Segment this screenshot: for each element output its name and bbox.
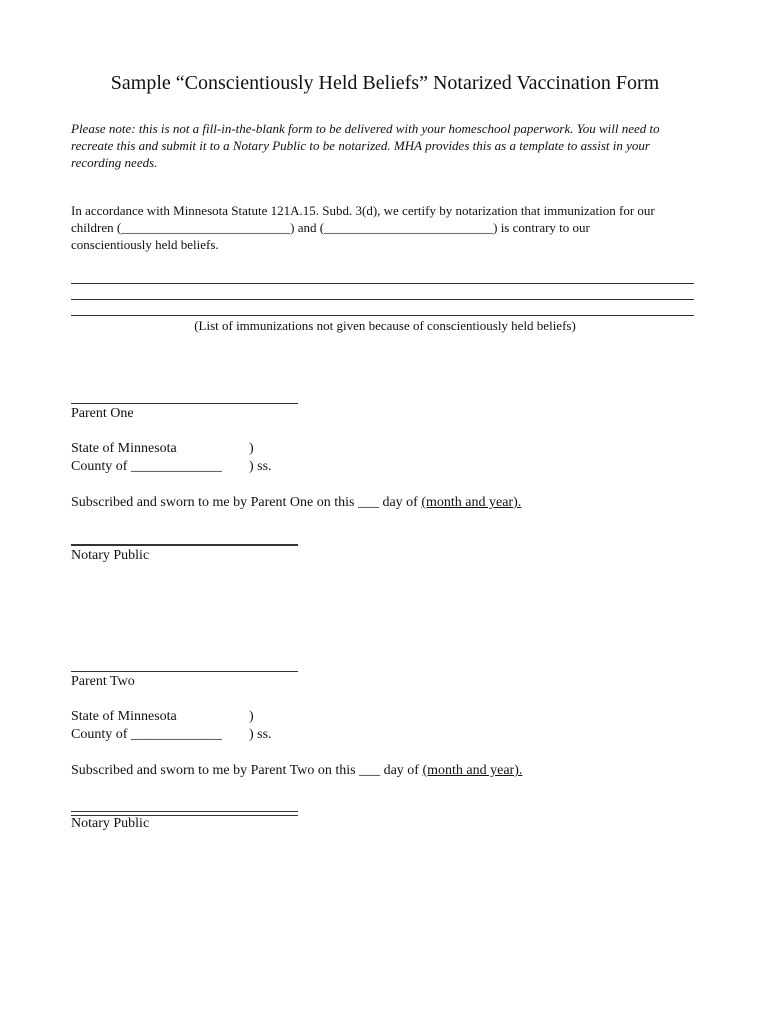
parent-one-state: State of Minnesota xyxy=(71,441,177,456)
parent-one-notary-label: Notary Public xyxy=(71,548,150,563)
parent-one-state-paren: ) xyxy=(249,441,254,456)
parent-one-sworn-date: (month and year). xyxy=(421,495,522,510)
instruction-note: Please note: this is not a fill-in-the-blank form to be delivered with your homeschool paperwork. You will need to recreate this and submit it to a Notary Public to be notarized. MHA provides this as a template to assist in your recording needs. xyxy=(71,121,660,170)
certification-line-2 xyxy=(71,220,590,236)
parent-two-county-ss: ) ss. xyxy=(249,727,272,742)
parent-one-county-ss: ) ss. xyxy=(249,459,272,474)
parent-two-state-paren: ) xyxy=(249,709,254,724)
parent-two-label: Parent Two xyxy=(71,674,135,689)
immunization-line-1[interactable] xyxy=(71,283,694,284)
parent-one-sworn-prefix: Subscribed and sworn to me by Parent One on this ___ day of xyxy=(71,495,422,510)
parent-two-sworn-date: (month and year). xyxy=(422,763,523,778)
parent-two-sworn-statement xyxy=(71,763,522,779)
immunization-list-caption: (List of immunizations not given because of conscientiously held beliefs) xyxy=(194,318,576,333)
parent-one-signature-line[interactable] xyxy=(71,403,298,404)
certification-line-1: In accordance with Minnesota Statute 121A.15. Subd. 3(d), we certify by notarization that immunization for our xyxy=(71,203,655,218)
parent-two-state: State of Minnesota xyxy=(71,709,177,724)
certification-line-3: conscientiously held beliefs. xyxy=(71,237,219,252)
parent-one-sworn-statement xyxy=(71,495,521,511)
parent-two-sworn-prefix: Subscribed and sworn to me by Parent Two on this ___ day of xyxy=(71,763,423,778)
children-prefix: children ( xyxy=(71,220,122,235)
child-name-blank-2[interactable]: __________________________ xyxy=(324,220,494,235)
parent-two-notary-label: Notary Public xyxy=(71,816,150,831)
immunization-line-3[interactable] xyxy=(71,315,694,316)
immunization-line-2[interactable] xyxy=(71,299,694,300)
parent-one-label: Parent One xyxy=(71,406,134,421)
parent-one-notary-line[interactable] xyxy=(71,544,298,546)
form-title: Sample “Conscientiously Held Beliefs” Notarized Vaccination Form xyxy=(110,72,660,94)
contrary-suffix: ) is contrary to our xyxy=(493,220,590,235)
parent-two-county[interactable]: County of _____________ xyxy=(71,727,222,742)
parent-two-signature-line[interactable] xyxy=(71,671,298,672)
child-name-blank-1[interactable]: __________________________ xyxy=(121,220,291,235)
and-text: ) and ( xyxy=(290,220,325,235)
parent-one-county[interactable]: County of _____________ xyxy=(71,459,222,474)
